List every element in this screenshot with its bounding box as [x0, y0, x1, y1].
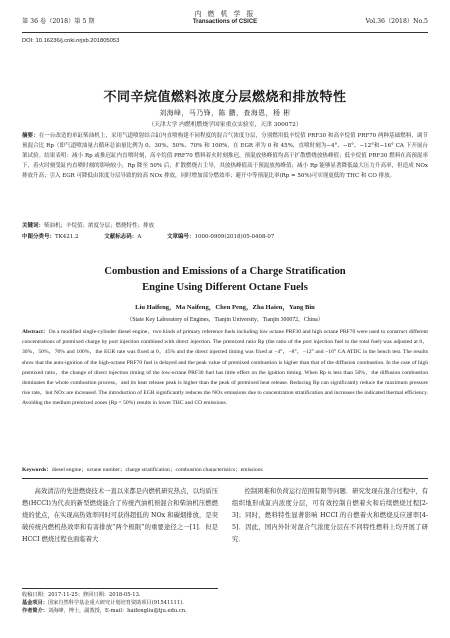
article-number	[167, 234, 274, 240]
abstract-cn-text: 在一台改造的单缸柴油机上，采用气道喷射结合缸内直喷构建不同程度的混合气浓度分层，分别燃用低辛烷值 PRF30 和高辛烷值 PRF70 两种基础燃料，调节预混合比 Rp（即气道喷油量占循环总油量比例为 0、30%、50%、70% 和 100%，在 EGR 率为 0 和 45%，直喷时刻为−4°、−8°、−12°和−16° CA 下开展台架试验。结果表明：减小 Rp 或推迟缸内直喷时刻，高辛烷值 PRF70 燃料着火时刻推迟，预混放热峰值均高于扩散燃烧放热峰值；低辛烷值 PRF30 燃料在高预混率下，着火时刻受缸内直喷时刻的影响较小，Rp 降至 50% 后，扩散燃烧占主导，其放热峰值高于预混放热峰值；减小 Rp 能够显著降低最大压力升高率，但造成 NOx 排放升高；引入 EGR 可降低由浓度分层导致的较高 NOx 排放，同时增加部分燃效率；避开中等预混比率(Rp = 50%)可实现更低的 THC 和 CO 排放。	[22, 133, 428, 179]
article-label: 文章编号：	[167, 234, 195, 240]
affiliation-cn: （天津大学 内燃机燃烧学国家重点实验室，天津 300072）	[148, 122, 302, 128]
classification-line	[22, 232, 428, 240]
paper-page	[22, 0, 428, 638]
keywords-en-label: Keywords：	[22, 467, 52, 473]
authors-en: Liu Haifeng，Ma Naifeng，Chen Peng，Zha Haien，Yang Bin	[135, 304, 315, 311]
body-paragraph-right: 控制困难和负荷运行范围有限等问题．研究发现在混合过程中，有组织地形成缸内浓度分层，可有效控制自燃着火和后续燃烧过程[2-3]；同时，燃料特性显著影响 HCCI 的自燃着火和燃烧反应速率[4-5]．因此，国内外针对混合气浓度分层在不同特性燃料上均开展了研究．	[232, 488, 428, 543]
title-cn: 不同辛烷值燃料浓度分层燃烧和排放特性	[103, 90, 347, 105]
doc-value: A	[137, 234, 142, 240]
running-header	[22, 8, 428, 30]
footnote-fund-label: 基金项目：	[22, 600, 48, 606]
footnote-author-text: 刘海峰，博士，副教授，E-mail：haifengliu@tju.edu.cn.	[47, 608, 187, 614]
clc-value: TK421.2	[55, 234, 79, 240]
footnote-author-label: 作者简介：	[22, 608, 48, 614]
abstract-cn	[22, 131, 428, 181]
header-journal-en: Transactions of CSICE	[192, 19, 258, 25]
keywords-cn-label: 关键词：	[22, 223, 45, 229]
header-journal-cn: 内 燃 机 学 报	[194, 10, 256, 18]
keywords-cn-text: 柴油机；辛烷值；浓度分层；燃烧特性；排放	[44, 223, 155, 229]
footnote-rule	[22, 588, 218, 589]
body-paragraph-left: 高效清洁的先进燃烧技术一直以来都是内燃机研究热点，以均质压燃(HCCI)为代表的新型燃烧能合了传统汽油机预混合和柴油机压燃燃烧的优点，在实现高热效率同时可获得超低的 NOx 和碳烟排放，是突破传统内燃机热效率和有害排放“两个极限”的重要途径之一[1]．但是 HCCI 燃烧过程也面临着大	[22, 488, 218, 543]
keywords-en-text: diesel engine；octane number；charge stratification；combustion characteristics；emissions	[51, 467, 263, 473]
body-column-left	[22, 486, 218, 546]
doi[interactable]: DOI: 10.16236/j.cnki.nrjxb.201805053	[22, 38, 120, 44]
title-en-line1: Combustion and Emissions of a Charge Stratification	[104, 266, 346, 277]
affiliation-en: （State Key Laboratory of Engines，Tianjin University，Tianjin 300072，China）	[126, 317, 324, 323]
article-value: 1000-0909(2018)05-0408-07	[194, 234, 275, 240]
authors-cn: 刘海峰，马乃锋，陈 鹏，查海恩，杨 彬	[159, 109, 291, 117]
keywords-cn	[22, 221, 428, 229]
section-rule	[22, 478, 428, 479]
header-rule	[22, 32, 428, 33]
clc-label: 中图分类号：	[22, 234, 56, 240]
body-column-right	[232, 486, 428, 546]
doc-label: 文献标志码：	[104, 234, 138, 240]
footnote-fund-text: 国家自然科学基金重大研究计划培育资助项目(91541111).	[47, 600, 184, 606]
header-volume-cn: 第 36 卷（2018）第 5 期	[22, 18, 95, 25]
footnote-fund	[22, 600, 282, 608]
abstract-en-label: Abstract：	[22, 329, 49, 335]
document-code	[104, 234, 141, 240]
abstract-en-text: On a modified single-cylinder diesel engine，two kinds of primary reference fuels including low octane PRF30 and high octane PRF70 were used to construct different concentrations of premixed charge by port injection combined with direct injection. The premixed ratio Rp (the ratio of the port injection fuel to the total fuel) was adjusted at 0，30%，50%，70% and 100%，the EGR rate was fixed at 0，45% and the direct injected timing was fixed at −4°，−8°，−12° and −16° CA ATDC in the bench test. The results show that the auto-ignition of the high-octane PRF70 fuel is delayed and the peak value of premixed combustion is higher than that of the diffusion combustion. In the case of high premixed ratio，the change of direct injection timing of the low-octane PRF30 fuel has little effect on the ignition timing. When Rp is less than 50%，the diffusion combustion dominates the whole combustion process，and its heat release peak is higher than the peak of premixed heat release. Reducing Rp can significantly reduce the maximum pressure rise rate，but NOx are increased. The introduction of EGR significantly reduces the NOx emissions due to concentration stratification and increases the indicated thermal efficiency. Avoiding the medium premixed zones (Rp = 50%) results in lower THC and CO emissions.	[22, 329, 428, 407]
header-volume-en: Vol.36（2018）No.5	[365, 18, 428, 25]
clc-number	[22, 234, 79, 240]
abstract-cn-label: 摘要：	[22, 133, 39, 139]
title-en-line2: Engine Using Different Octane Fuels	[142, 282, 308, 293]
footnote-author	[22, 608, 282, 616]
keywords-en	[22, 465, 428, 473]
title-en	[22, 264, 428, 296]
footnote-received: 收稿日期：2017-11-25；修回日期：2018-05-13.	[22, 592, 141, 598]
abstract-en	[22, 327, 428, 409]
